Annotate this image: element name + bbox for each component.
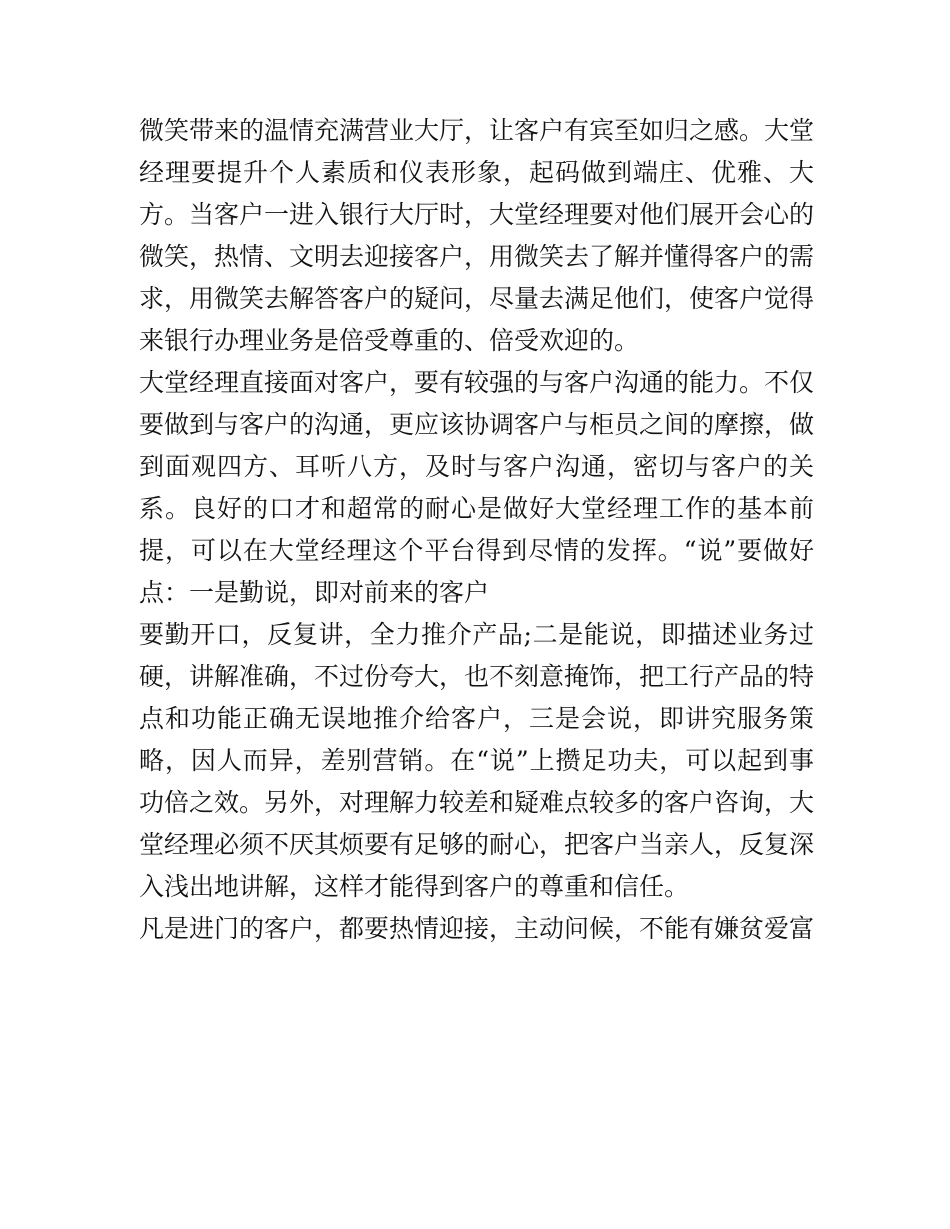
body-text [139,110,814,950]
text-line: 求，用微笑去解答客户的疑问，尽量去满足他们，使客户觉得 [139,284,814,313]
text-line: 硬，讲解准确，不过份夸大，也不刻意掩饰，把工行产品的特 [139,662,814,691]
text-line: 堂经理必须不厌其烦要有足够的耐心，把客户当亲人，反复深 [139,830,814,859]
text-line: 点：一是勤说，即对前来的客户 [139,578,490,607]
text-line: 微笑，热情、文明去迎接客户，用微笑去了解并懂得客户的需 [139,242,814,271]
text-line: 凡是进门的客户，都要热情迎接，主动问候，不能有嫌贫爱富 [139,914,814,943]
text-line: 经理要提升个人素质和仪表形象，起码做到端庄、优雅、大 [139,158,814,187]
text-line: 方。当客户一进入银行大厅时，大堂经理要对他们展开会心的 [139,200,814,229]
text-line: 大堂经理直接面对客户，要有较强的与客户沟通的能力。不仅 [139,368,814,397]
text-line: 微笑带来的温情充满营业大厅，让客户有宾至如归之感。大堂 [139,116,814,145]
text-line: 要做到与客户的沟通，更应该协调客户与柜员之间的摩擦，做 [139,410,814,439]
text-line: 来银行办理业务是倍受尊重的、倍受欢迎的。 [139,326,640,355]
text-line: 略，因人而异，差别营销。在“说”上攒足功夫，可以起到事 [139,746,814,775]
text-line: 要勤开口，反复讲，全力推介产品;二是能说，即描述业务过 [139,620,814,649]
text-line: 到面观四方、耳听八方，及时与客户沟通，密切与客户的关 [139,452,814,481]
text-line: 系。良好的口才和超常的耐心是做好大堂经理工作的基本前 [139,494,814,523]
text-line: 提，可以在大堂经理这个平台得到尽情的发挥。“说”要做好 [139,536,814,565]
text-line: 点和功能正确无误地推介给客户，三是会说，即讲究服务策 [139,704,814,733]
text-line: 功倍之效。另外，对理解力较差和疑难点较多的客户咨询，大 [139,788,814,817]
text-line: 入浅出地讲解，这样才能得到客户的尊重和信任。 [139,872,690,901]
